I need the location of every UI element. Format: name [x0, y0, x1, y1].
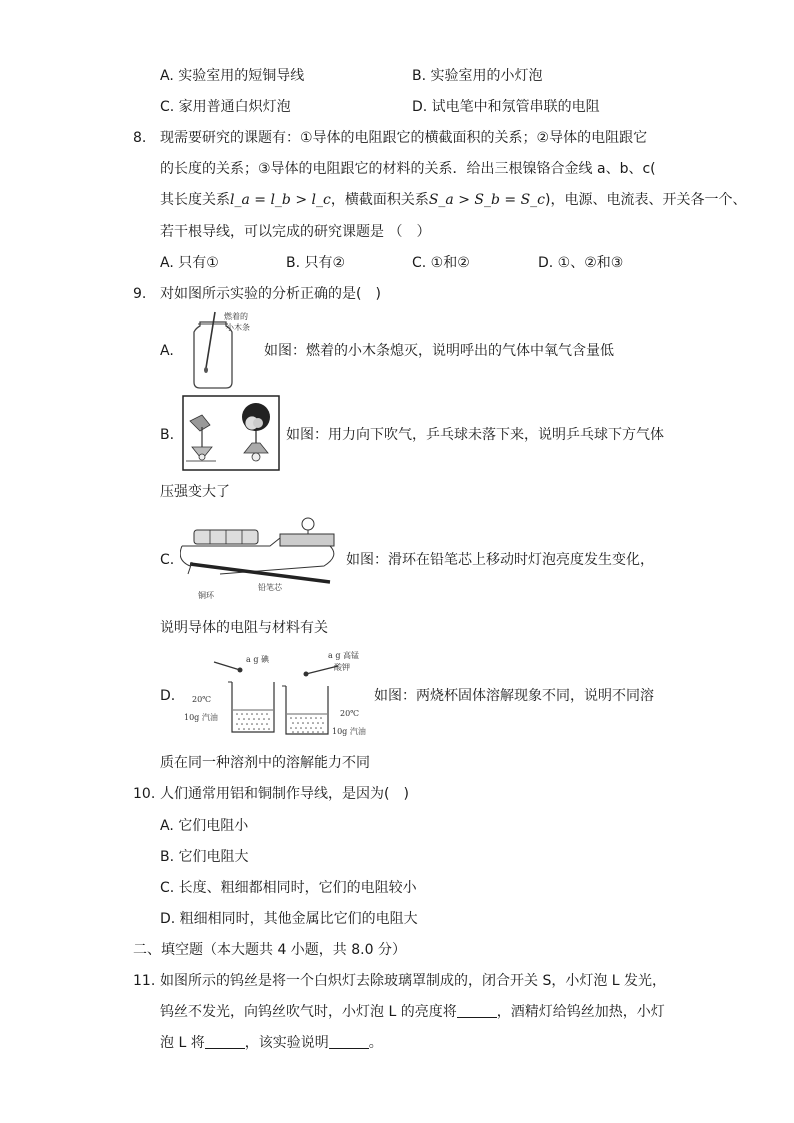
q9-a-fig-label2: 小木条: [226, 323, 250, 332]
q9-c-text2: 说明导体的电阻与材料有关: [160, 620, 328, 636]
q9-d-fig-temp1: 20℃: [192, 695, 212, 704]
q9-b-figure-funnel: [182, 395, 280, 471]
q9-b-text1: 如图：用力向下吹气，乒乓球未落下来，说明乒乓球下方气体: [286, 427, 664, 443]
q9-d-fig-ag3: 酸钾: [334, 663, 350, 672]
q10-option-d: D. 粗细相同时，其他金属比它们的电阻大: [160, 911, 418, 927]
q8-option-a: A. 只有①: [160, 255, 219, 271]
q8-line4: 若干根导线，可以完成的研究课题是 （ ）: [160, 224, 431, 240]
q11-line2: [160, 1002, 665, 1022]
q10-option-a: A. 它们电阻小: [160, 818, 249, 834]
q8-line2: 的长度的关系；③导体的电阻跟它的材料的关系．给出三根镍铬合金线 a、b、c(: [160, 161, 656, 177]
q11-line1: 如图所示的钨丝是将一个白炽灯去除玻璃罩制成的，闭合开关 S，小灯泡 L 发光，: [160, 973, 667, 989]
q9-d-text2: 质在同一种溶剂中的溶解能力不同: [160, 755, 370, 771]
q11-line2-b: ，酒精灯给钨丝加热，小灯: [496, 1004, 665, 1020]
q7-option-d: D. 试电笔中和氖管串联的电阻: [412, 99, 600, 115]
q9-d-fig-solv2: 10g 汽油: [332, 727, 366, 736]
q10-option-b: B. 它们电阻大: [160, 849, 249, 865]
q9-c-fig-label1: 铅笔芯: [258, 583, 282, 592]
q10-stem: 人们通常用铝和铜制作导线，是因为( ): [160, 786, 409, 802]
q9-d-fig-solv1: 10g 汽油: [184, 713, 218, 722]
q9-b-text2: 压强变大了: [160, 484, 230, 500]
q8-option-c: C. ①和②: [412, 255, 470, 271]
q9-d-figure-beakers: [178, 648, 372, 740]
q9-d-fig-ag1: a g 碘: [246, 655, 269, 664]
q10-option-c: C. 长度、粗细都相同时，它们的电阻较小: [160, 880, 417, 896]
q9-d-fig-temp2: 20℃: [340, 709, 360, 718]
q8-line3-mid: ，横截面积关系: [330, 192, 429, 208]
q8-line1: 现需要研究的课题有：①导体的电阻跟它的横截面积的关系；②导体的电阻跟它: [160, 130, 648, 146]
q10-number: 10.: [133, 786, 156, 802]
q9-d-text1: 如图：两烧杯固体溶解现象不同，说明不同溶: [374, 688, 654, 704]
q11-blank-3[interactable]: [329, 1034, 369, 1049]
q8-area-relation: S_a > S_b = S_c: [428, 192, 546, 208]
q11-blank-1[interactable]: [457, 1003, 497, 1018]
q11-number: 11.: [133, 973, 156, 989]
q7-option-a: A. 实验室用的短铜导线: [160, 68, 305, 84]
q9-a-text: 如图：燃着的小木条熄灭，说明呼出的气体中氧气含量低: [264, 343, 614, 359]
q7-option-c: C. 家用普通白炽灯泡: [160, 99, 291, 115]
q11-line2-a: 钨丝不发光，向钨丝吹气时，小灯泡 L 的亮度将: [160, 1004, 457, 1020]
q8-line3-pre: 其长度关系: [160, 192, 230, 208]
q8-option-b: B. 只有②: [286, 255, 346, 271]
section-title-fill-in: 二、填空题（本大题共 4 小题，共 8.0 分）: [133, 942, 406, 958]
q8-option-d: D. ①、②和③: [538, 255, 624, 271]
q8-line3-post: )，电源、电流表、开关各一个、: [545, 192, 747, 208]
q11-line3-a: 泡 L 将: [160, 1035, 205, 1051]
q9-c-text1: 如图：滑环在铅笔芯上移动时灯泡亮度发生变化，: [346, 552, 654, 568]
q9-d-fig-ag2: a g 高锰: [328, 651, 359, 660]
q9-d-label: D.: [160, 688, 176, 704]
q9-b-label: B.: [160, 427, 175, 443]
q11-line3-c: 。: [368, 1035, 383, 1051]
q9-c-figure-circuit: [180, 516, 344, 600]
q8-number: 8.: [133, 130, 147, 146]
q11-line3-b: ，该实验说明: [244, 1035, 329, 1051]
q9-c-label: C.: [160, 552, 175, 568]
q9-a-figure-jar: [182, 310, 260, 390]
q8-line3: [160, 190, 747, 210]
q9-stem: 对如图所示实验的分析正确的是( ): [160, 286, 381, 302]
q9-number: 9.: [133, 286, 147, 302]
q9-a-fig-label1: 燃着的: [224, 312, 248, 321]
q11-line3: [160, 1033, 383, 1053]
q9-a-label: A.: [160, 343, 174, 359]
q11-blank-2[interactable]: [205, 1034, 245, 1049]
q7-option-b: B. 实验室用的小灯泡: [412, 68, 543, 84]
q9-c-fig-label2: 铜环: [198, 591, 214, 600]
q8-length-relation: l_a = l_b > l_c: [230, 192, 331, 208]
